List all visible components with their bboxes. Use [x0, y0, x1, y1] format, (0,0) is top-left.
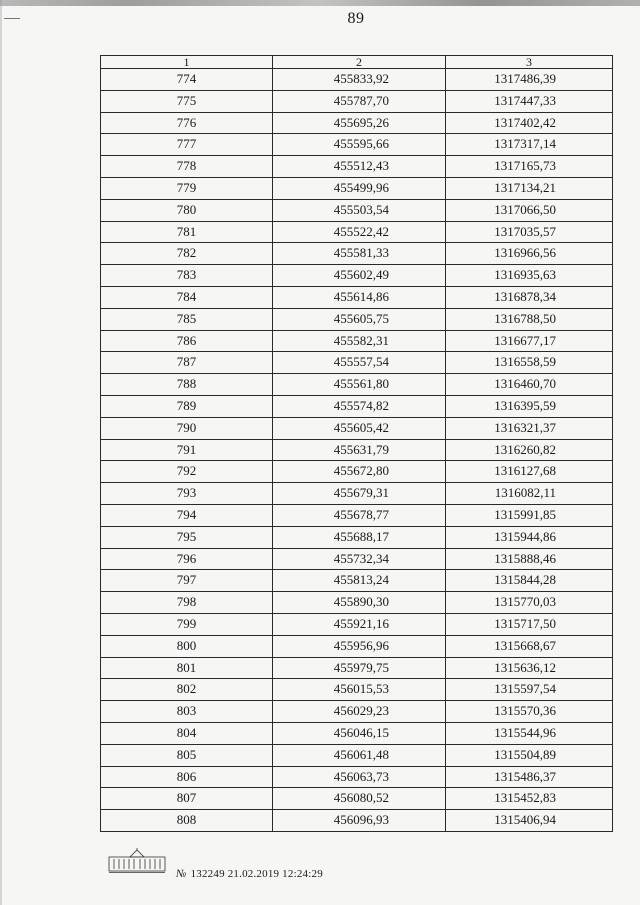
point-number: 774 [101, 69, 273, 91]
point-number: 776 [101, 112, 273, 134]
point-number: 808 [101, 810, 273, 832]
coordinate-y: 1317402,42 [446, 112, 613, 134]
point-number: 795 [101, 526, 273, 548]
building-stamp-icon [108, 848, 166, 874]
point-number: 782 [101, 243, 273, 265]
point-number: 800 [101, 635, 273, 657]
table-row [101, 504, 613, 526]
point-number: 804 [101, 722, 273, 744]
header-col-2: 2 [273, 56, 446, 69]
coordinate-y: 1316082,11 [446, 483, 613, 505]
coordinate-x: 455582,31 [273, 330, 446, 352]
table-row [101, 308, 613, 330]
table-row [101, 526, 613, 548]
table-body [101, 69, 613, 832]
coordinate-x: 456029,23 [273, 701, 446, 723]
scan-edge-left [0, 0, 2, 905]
point-number: 785 [101, 308, 273, 330]
header-col-3: 3 [446, 56, 613, 69]
coordinate-y: 1315406,94 [446, 810, 613, 832]
coordinate-x: 455614,86 [273, 286, 446, 308]
coordinate-y: 1317447,33 [446, 90, 613, 112]
coordinate-x: 455499,96 [273, 177, 446, 199]
coordinate-y: 1315668,67 [446, 635, 613, 657]
coordinate-y: 1316321,37 [446, 417, 613, 439]
table-row [101, 112, 613, 134]
point-number: 796 [101, 548, 273, 570]
table-row [101, 330, 613, 352]
table-row [101, 613, 613, 635]
footer-document-id: 132249 21.02.2019 12:24:29 [190, 868, 323, 880]
coordinate-y: 1316878,34 [446, 286, 613, 308]
point-number: 787 [101, 352, 273, 374]
table-row [101, 286, 613, 308]
coordinate-x: 455512,43 [273, 156, 446, 178]
page-number: 89 [347, 10, 365, 27]
coordinate-y: 1315486,37 [446, 766, 613, 788]
point-number: 792 [101, 461, 273, 483]
table-row [101, 395, 613, 417]
coordinate-y: 1316558,59 [446, 352, 613, 374]
table-row [101, 701, 613, 723]
coordinate-x: 455979,75 [273, 657, 446, 679]
point-number: 788 [101, 374, 273, 396]
point-number: 779 [101, 177, 273, 199]
coordinate-x: 455956,96 [273, 635, 446, 657]
coordinate-x: 455695,26 [273, 112, 446, 134]
coordinate-x: 456046,15 [273, 722, 446, 744]
coordinate-y: 1315770,03 [446, 592, 613, 614]
table-row [101, 439, 613, 461]
table-row [101, 243, 613, 265]
coordinate-y: 1315452,83 [446, 788, 613, 810]
coordinate-y: 1316260,82 [446, 439, 613, 461]
table-row [101, 156, 613, 178]
coordinate-y: 1317066,50 [446, 199, 613, 221]
coordinate-x: 455605,75 [273, 308, 446, 330]
coordinates-table [100, 55, 613, 832]
header-col-1: 1 [101, 56, 273, 69]
coordinate-y: 1315597,54 [446, 679, 613, 701]
point-number: 775 [101, 90, 273, 112]
table-row [101, 374, 613, 396]
coordinate-y: 1315944,86 [446, 526, 613, 548]
coordinate-x: 455631,79 [273, 439, 446, 461]
point-number: 789 [101, 395, 273, 417]
coordinate-y: 1316788,50 [446, 308, 613, 330]
coordinate-y: 1317134,21 [446, 177, 613, 199]
coordinate-y: 1315544,96 [446, 722, 613, 744]
coordinate-x: 456080,52 [273, 788, 446, 810]
coordinate-x: 456015,53 [273, 679, 446, 701]
table-row [101, 90, 613, 112]
point-number: 781 [101, 221, 273, 243]
table-row [101, 722, 613, 744]
point-number: 798 [101, 592, 273, 614]
table-header [101, 56, 613, 69]
coordinate-x: 455921,16 [273, 613, 446, 635]
scan-edge-top [0, 0, 640, 6]
coordinate-x: 455595,66 [273, 134, 446, 156]
point-number: 801 [101, 657, 273, 679]
point-number: 786 [101, 330, 273, 352]
header-row [101, 56, 613, 69]
table-row [101, 199, 613, 221]
point-number: 791 [101, 439, 273, 461]
coordinate-y: 1317317,14 [446, 134, 613, 156]
coordinate-y: 1317165,73 [446, 156, 613, 178]
table-row [101, 788, 613, 810]
coordinate-y: 1316127,68 [446, 461, 613, 483]
document-footer [176, 868, 323, 880]
coordinate-x: 455561,80 [273, 374, 446, 396]
footer-number-sign: № [176, 868, 187, 880]
coordinate-x: 456096,93 [273, 810, 446, 832]
coordinate-x: 455602,49 [273, 265, 446, 287]
table-row [101, 679, 613, 701]
point-number: 784 [101, 286, 273, 308]
coordinate-x: 455787,70 [273, 90, 446, 112]
table-row [101, 483, 613, 505]
coordinate-x: 456061,48 [273, 744, 446, 766]
point-number: 803 [101, 701, 273, 723]
coordinate-x: 455672,80 [273, 461, 446, 483]
point-number: 799 [101, 613, 273, 635]
coordinate-y: 1315991,85 [446, 504, 613, 526]
point-number: 777 [101, 134, 273, 156]
table-row [101, 177, 613, 199]
table-row [101, 417, 613, 439]
coordinate-y: 1315717,50 [446, 613, 613, 635]
coordinate-y: 1315636,12 [446, 657, 613, 679]
point-number: 805 [101, 744, 273, 766]
point-number: 802 [101, 679, 273, 701]
coordinate-x: 455605,42 [273, 417, 446, 439]
coordinate-y: 1315570,36 [446, 701, 613, 723]
coordinate-x: 455833,92 [273, 69, 446, 91]
table-row [101, 69, 613, 91]
coordinate-y: 1316935,63 [446, 265, 613, 287]
coordinate-x: 455522,42 [273, 221, 446, 243]
table-row [101, 461, 613, 483]
table-row [101, 657, 613, 679]
table-row [101, 265, 613, 287]
coordinate-y: 1315888,46 [446, 548, 613, 570]
coordinate-y: 1316395,59 [446, 395, 613, 417]
coordinate-x: 455732,34 [273, 548, 446, 570]
coordinate-x: 455678,77 [273, 504, 446, 526]
table-row [101, 744, 613, 766]
coordinate-y: 1317035,57 [446, 221, 613, 243]
coordinate-y: 1316677,17 [446, 330, 613, 352]
table-row [101, 810, 613, 832]
coordinate-x: 455557,54 [273, 352, 446, 374]
point-number: 794 [101, 504, 273, 526]
table-row [101, 592, 613, 614]
coordinate-x: 455813,24 [273, 570, 446, 592]
coordinate-x: 455688,17 [273, 526, 446, 548]
table-row [101, 548, 613, 570]
point-number: 778 [101, 156, 273, 178]
coordinate-x: 455890,30 [273, 592, 446, 614]
table-row [101, 570, 613, 592]
table-row [101, 352, 613, 374]
coordinate-y: 1316966,56 [446, 243, 613, 265]
point-number: 790 [101, 417, 273, 439]
coordinate-y: 1317486,39 [446, 69, 613, 91]
point-number: 806 [101, 766, 273, 788]
table-row [101, 635, 613, 657]
table-row [101, 221, 613, 243]
coordinate-x: 455581,33 [273, 243, 446, 265]
coordinate-y: 1315504,89 [446, 744, 613, 766]
point-number: 783 [101, 265, 273, 287]
coordinate-y: 1316460,70 [446, 374, 613, 396]
table-row [101, 134, 613, 156]
coordinate-x: 455503,54 [273, 199, 446, 221]
table-row [101, 766, 613, 788]
coordinate-y: 1315844,28 [446, 570, 613, 592]
point-number: 780 [101, 199, 273, 221]
point-number: 793 [101, 483, 273, 505]
coordinate-x: 455679,31 [273, 483, 446, 505]
coordinate-x: 455574,82 [273, 395, 446, 417]
point-number: 807 [101, 788, 273, 810]
point-number: 797 [101, 570, 273, 592]
coordinate-x: 456063,73 [273, 766, 446, 788]
